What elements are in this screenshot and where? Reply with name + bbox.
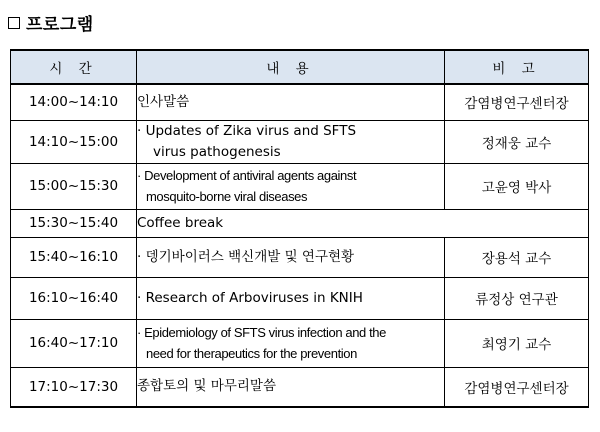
time-cell: 14:10~15:00 bbox=[11, 120, 137, 163]
table-row bbox=[11, 367, 589, 407]
time-cell: 16:40~17:10 bbox=[11, 319, 137, 367]
note-cell: 정재웅 교수 bbox=[445, 120, 589, 163]
content-cell bbox=[137, 209, 589, 237]
header-note: 비 고 bbox=[445, 50, 589, 84]
time-cell: 15:00~15:30 bbox=[11, 163, 137, 209]
note-cell: 고윤영 박사 bbox=[445, 163, 589, 209]
content-cell bbox=[137, 319, 445, 367]
table-row bbox=[11, 120, 589, 163]
content-line: 종합토의 및 마무리말씀 bbox=[137, 378, 276, 395]
note-cell: 최영기 교수 bbox=[445, 319, 589, 367]
content-line: · Epidemiology of SFTS virus infection and the bbox=[137, 325, 386, 340]
content-line: mosquito-borne viral diseases bbox=[146, 189, 308, 204]
time-cell: 16:10~16:40 bbox=[11, 277, 137, 319]
table-row bbox=[11, 319, 589, 367]
content-line: · Research of Arboviruses in KNIH bbox=[137, 289, 363, 306]
table-row bbox=[11, 84, 589, 120]
content-line: · Updates of Zika virus and SFTS bbox=[137, 122, 357, 139]
content-cell bbox=[137, 84, 445, 120]
time-cell: 15:30~15:40 bbox=[11, 209, 137, 237]
content-line: need for therapeutics for the prevention bbox=[146, 346, 357, 361]
content-line: · Development of antiviral agents against bbox=[137, 168, 357, 183]
note-cell: 장용석 교수 bbox=[445, 237, 589, 277]
table-row bbox=[11, 237, 589, 277]
program-table bbox=[10, 49, 589, 408]
content-cell bbox=[137, 120, 445, 163]
time-cell: 15:40~16:10 bbox=[11, 237, 137, 277]
note-cell: 감염병연구센터장 bbox=[445, 84, 589, 120]
content-cell bbox=[137, 367, 445, 407]
section-heading bbox=[8, 9, 94, 35]
time-cell: 14:00~14:10 bbox=[11, 84, 137, 120]
table-row bbox=[11, 277, 589, 319]
content-cell bbox=[137, 163, 445, 209]
header-content: 내 용 bbox=[137, 50, 445, 84]
content-cell bbox=[137, 237, 445, 277]
content-line: 인사말씀 bbox=[137, 93, 190, 110]
content-cell bbox=[137, 277, 445, 319]
header-time: 시 간 bbox=[11, 50, 137, 84]
table-row bbox=[11, 209, 589, 237]
checkbox-square-icon bbox=[8, 17, 20, 29]
note-cell: 류정상 연구관 bbox=[445, 277, 589, 319]
section-title: 프로그램 bbox=[26, 14, 94, 35]
content-line: Coffee break bbox=[137, 214, 224, 231]
note-cell: 감염병연구센터장 bbox=[445, 367, 589, 407]
content-line: virus pathogenesis bbox=[153, 143, 281, 160]
content-line: · 뎅기바이러스 백신개발 및 연구현황 bbox=[137, 248, 355, 265]
table-row bbox=[11, 163, 589, 209]
table-header-row bbox=[11, 50, 589, 84]
time-cell: 17:10~17:30 bbox=[11, 367, 137, 407]
